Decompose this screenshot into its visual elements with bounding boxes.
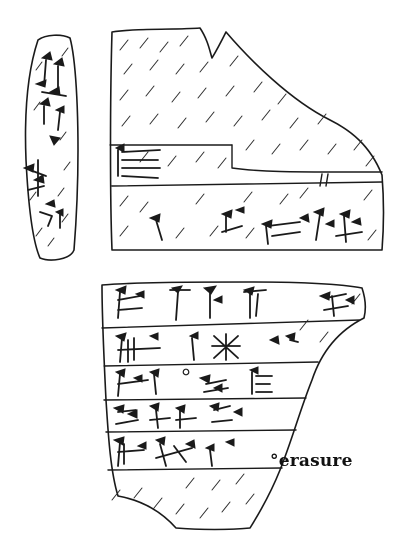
lower-fragment-line-5 xyxy=(108,468,282,470)
erasure-legend xyxy=(270,451,353,471)
upper-fragment xyxy=(110,28,384,250)
lower-fragment-signs xyxy=(114,286,354,466)
lower-fragment-line-2 xyxy=(104,362,318,366)
lower-fragment-line-3 xyxy=(104,398,306,400)
edge-fragment-hatching xyxy=(30,48,70,246)
lower-fragment xyxy=(102,282,365,530)
upper-fragment-signs xyxy=(116,144,362,244)
erasure-label: erasure xyxy=(278,451,353,471)
erasure-symbol: ° xyxy=(270,451,279,471)
lower-fragment-line-1 xyxy=(102,320,360,328)
lower-fragment-line-4 xyxy=(106,430,296,432)
upper-fragment-hatching xyxy=(120,36,376,240)
edge-fragment xyxy=(24,35,78,260)
upper-fragment-line-2 xyxy=(112,182,382,186)
